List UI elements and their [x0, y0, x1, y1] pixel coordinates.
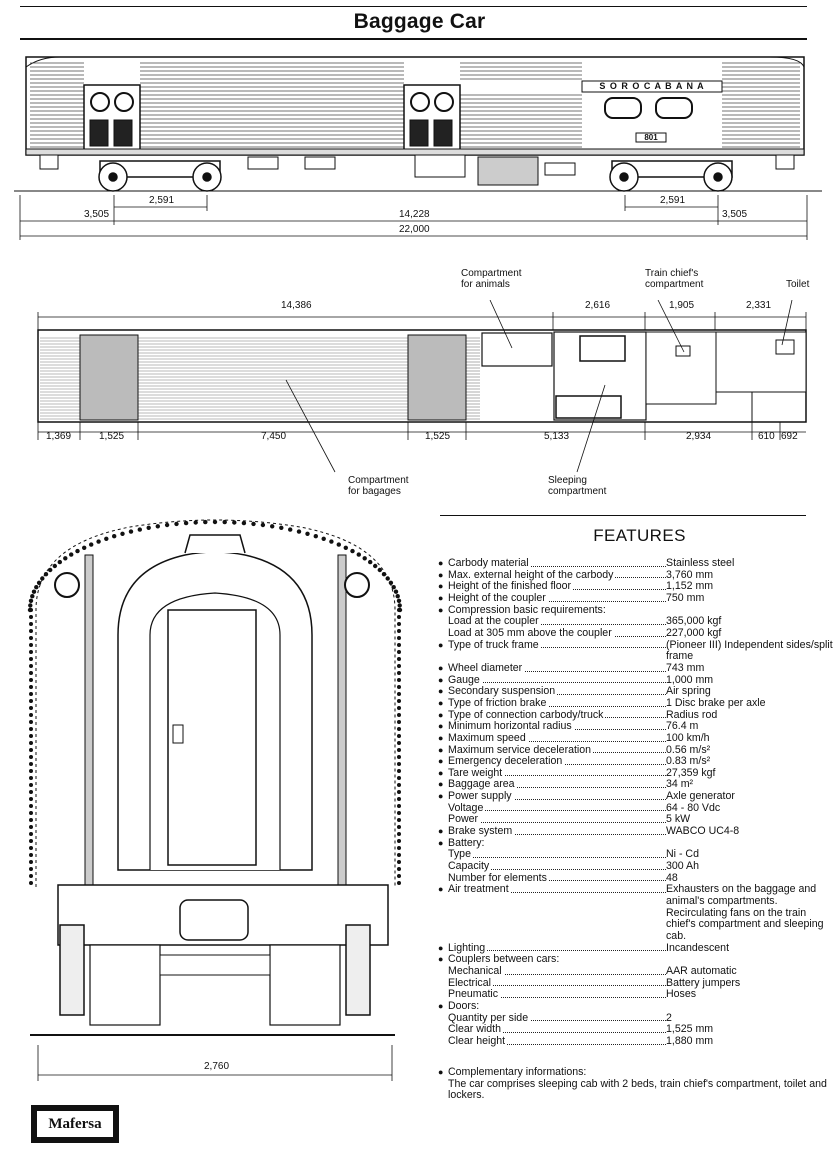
plan-dim-bottom-4: 1,525: [425, 431, 451, 442]
feature-value: 76.4 m: [666, 720, 699, 733]
plan-dim-bottom-3: 7,450: [261, 431, 287, 442]
bullet-icon: ●: [438, 581, 444, 592]
feature-heading: Doors:: [448, 999, 480, 1012]
feature-row: [438, 698, 838, 710]
feature-value: Radius rod: [666, 708, 718, 721]
bullet-icon: ●: [438, 756, 444, 767]
feature-row: [438, 733, 838, 745]
feature-row: [438, 1001, 838, 1013]
feature-row: [438, 791, 838, 803]
end-carbody: [36, 520, 395, 1025]
label-toilet: Toilet: [786, 279, 810, 290]
feature-value: Ni - Cd: [666, 848, 699, 861]
dim-truck-left: 2,591: [149, 195, 175, 206]
feature-row: [438, 826, 838, 838]
label-train-chief: Train chief's compartment: [645, 268, 704, 290]
feature-value: AAR automatic: [666, 964, 737, 977]
feature-row: [438, 989, 838, 1001]
bullet-icon: ●: [438, 686, 444, 697]
feature-row: [438, 605, 838, 617]
logo-text: Mafersa: [37, 1111, 113, 1137]
feature-row: [438, 721, 838, 733]
bullet-icon: ●: [438, 1000, 444, 1011]
plan-dim-bottom-5: 5,133: [544, 431, 570, 442]
feature-label: Minimum horizontal radius: [448, 721, 572, 733]
feature-label: Carbody material: [448, 558, 529, 569]
bullet-icon: ●: [438, 558, 444, 568]
feature-value: Battery jumpers: [666, 976, 741, 989]
feature-row: [438, 581, 838, 593]
bullet-icon: ●: [438, 662, 444, 673]
mafersa-logo: [31, 1105, 119, 1143]
feature-value: 0.83 m/s²: [666, 755, 711, 768]
feature-label: Clear height: [448, 1035, 506, 1047]
feature-value: 5 kW: [666, 813, 691, 826]
plan-dim-bottom-2: 1,525: [99, 431, 125, 442]
feature-value: 1,152 mm: [666, 580, 714, 593]
feature-row: [438, 663, 838, 675]
feature-row: [438, 593, 838, 605]
feature-row: [438, 861, 838, 873]
feature-label: Baggage area: [448, 779, 515, 791]
feature-value: 3,760 mm: [666, 568, 714, 581]
label-compartment-bagages: Compartment for bagages: [348, 475, 409, 497]
feature-row: [438, 966, 838, 978]
feature-value: 2: [666, 1011, 672, 1024]
feature-label: Load at the coupler: [448, 616, 539, 628]
dim-truck-right: 2,591: [660, 195, 686, 206]
feature-value: 64 - 80 Vdc: [666, 801, 721, 814]
feature-row: [438, 675, 838, 687]
bullet-icon: ●: [438, 697, 444, 708]
car-floor-outline: [38, 330, 806, 422]
end-dim-width: 2,760: [204, 1061, 230, 1072]
feature-label: Voltage: [448, 802, 484, 814]
dim-center: 14,228: [399, 209, 430, 220]
feature-value: 300 Ah: [666, 860, 699, 873]
feature-label: Height of the finished floor: [448, 581, 572, 593]
feature-heading: Battery:: [448, 836, 485, 849]
plan-dim-bottom-8: 692: [781, 431, 798, 442]
feature-row: [438, 616, 838, 628]
feature-row: [438, 849, 838, 861]
feature-label: Type of truck frame: [448, 639, 539, 651]
bullet-icon: ●: [438, 767, 444, 778]
feature-label: Maximum speed: [448, 732, 526, 744]
feature-label: Quantity per side: [448, 1012, 529, 1024]
feature-label: Load at 305 mm above the coupler: [448, 627, 612, 639]
car-number: 801: [644, 133, 658, 142]
feature-value: 100 km/h: [666, 731, 710, 744]
feature-row: [438, 838, 838, 850]
plan-dim-top-3: 1,905: [669, 300, 695, 311]
plan-dim-top-1: 14,386: [281, 300, 312, 311]
feature-label: Gauge: [448, 674, 480, 686]
bullet-icon: ●: [438, 709, 444, 720]
feature-value: Axle generator: [666, 790, 735, 803]
dim-overhang-right: 3,505: [722, 209, 748, 220]
bullet-icon: ●: [438, 826, 444, 837]
feature-row: [438, 1013, 838, 1025]
feature-row: [438, 558, 838, 570]
feature-value: 1,880 mm: [666, 1034, 714, 1047]
feature-label: Lighting: [448, 942, 486, 954]
bullet-icon: ●: [438, 884, 444, 895]
bullet-icon: ●: [438, 779, 444, 790]
end-elevation-drawing: [0, 515, 430, 1090]
feature-value: 0.56 m/s²: [666, 743, 711, 756]
feature-value: 743 mm: [666, 661, 705, 674]
feature-row: [438, 884, 838, 942]
feature-value: Stainless steel: [666, 557, 735, 569]
feature-label: Clear width: [448, 1024, 501, 1036]
label-sleeping: Sleeping compartment: [548, 475, 607, 497]
feature-value: 48: [666, 871, 678, 884]
feature-value: 227,000 kgf: [666, 626, 722, 639]
dim-total-length: 22,000: [399, 224, 430, 235]
feature-row: [438, 1024, 838, 1036]
feature-row: [438, 943, 838, 955]
plan-top-dimension-lines: [38, 312, 806, 330]
floor-plan-drawing: [0, 300, 839, 500]
bullet-icon: ●: [438, 837, 444, 848]
feature-label: Capacity: [448, 861, 490, 873]
feature-row: [438, 745, 838, 757]
bullet-icon: ●: [438, 592, 444, 603]
feature-row: [438, 779, 838, 791]
feature-row: [438, 756, 838, 768]
feature-row: [438, 640, 838, 663]
feature-label: Height of the coupler: [448, 592, 546, 604]
feature-label: Mechanical: [448, 965, 502, 977]
bullet-icon: ●: [438, 732, 444, 743]
feature-value: Incandescent: [666, 941, 730, 954]
bullet-icon: ●: [438, 942, 444, 953]
feature-row: [438, 686, 838, 698]
plan-dim-top-2: 2,616: [585, 300, 611, 311]
feature-label: Pneumatic: [448, 989, 499, 1001]
feature-heading: Couplers between cars:: [448, 953, 560, 966]
plan-dim-top-4: 2,331: [746, 300, 772, 311]
feature-row: [438, 570, 838, 582]
dim-overhang-left: 3,505: [84, 209, 110, 220]
feature-label: Number for elements: [448, 872, 547, 884]
feature-value: WABCO UC4-8: [666, 825, 740, 838]
feature-value: 1,000 mm: [666, 673, 714, 686]
feature-label: Power: [448, 814, 479, 826]
feature-label: Emergency deceleration: [448, 756, 563, 768]
truck-right: [610, 161, 732, 191]
page-title: Baggage Car: [353, 10, 486, 33]
bullet-icon: ●: [438, 674, 444, 685]
feature-value: (Pioneer III) Independent sides/split frame: [666, 638, 833, 663]
feature-label: Power supply: [448, 791, 512, 803]
features-title: FEATURES: [593, 526, 686, 545]
feature-row: [438, 768, 838, 780]
feature-row: [438, 814, 838, 826]
feature-value: 1 Disc brake per axle: [666, 696, 766, 709]
feature-label: Air treatment: [448, 884, 509, 896]
bullet-icon: ●: [438, 639, 444, 650]
features-list: [438, 558, 838, 1048]
bullet-icon: ●: [438, 744, 444, 755]
plan-dim-bottom-7: 610: [758, 431, 775, 442]
label-compartment-animals: Compartment for animals: [461, 268, 522, 290]
complementary-text: The car comprises sleeping cab with 2 beds, train chief's compartment, toilet and lockers.: [448, 1077, 827, 1102]
feature-row: [438, 710, 838, 722]
complementary-heading: Complementary informations:: [448, 1066, 587, 1078]
feature-label: Maximum service deceleration: [448, 744, 592, 756]
car-name-plate: S O R O C A B A N A: [599, 81, 705, 91]
feature-value: Air spring: [666, 685, 711, 698]
bullet-icon: ●: [438, 791, 444, 802]
feature-value: 27,359 kgf: [666, 766, 716, 779]
feature-heading: Compression basic requirements:: [448, 603, 606, 616]
feature-row: [438, 628, 838, 640]
truck-left: [99, 161, 221, 191]
bullet-icon: ●: [438, 721, 444, 732]
features-rule: [440, 515, 806, 516]
feature-label: Max. external height of the carbody: [448, 569, 614, 581]
bullet-icon: ●: [438, 954, 444, 965]
title-rule: [20, 38, 807, 40]
bullet-icon: ●: [438, 569, 444, 580]
feature-label: Type of friction brake: [448, 697, 547, 709]
feature-row: [438, 954, 838, 966]
plan-dim-bottom-6: 2,934: [686, 431, 712, 442]
feature-label: Brake system: [448, 826, 513, 838]
feature-label: Type: [448, 849, 471, 861]
feature-label: Secondary suspension: [448, 686, 556, 698]
feature-label: Tare weight: [448, 767, 503, 779]
bullet-icon: ●: [438, 604, 444, 615]
feature-row: [438, 803, 838, 815]
carbody-side: [26, 57, 804, 155]
top-rule: [20, 6, 807, 7]
complementary-info: ● Complementary informations: The car comprises sleeping cab with 2 beds, train chief's compartment, toilet and lockers.: [448, 1067, 833, 1102]
plan-dim-bottom-1: 1,369: [46, 431, 72, 442]
feature-value: Hoses: [666, 988, 697, 1001]
feature-value: 34 m²: [666, 778, 694, 791]
feature-value: Exhausters on the baggage and animal's compartments. Recirculating fans on the train chief's compartment and sleeping cab.: [666, 883, 824, 942]
feature-label: Electrical: [448, 977, 491, 989]
feature-value: 365,000 kgf: [666, 615, 722, 628]
feature-value: 1,525 mm: [666, 1023, 714, 1036]
feature-label: Type of connection carbody/truck: [448, 709, 604, 721]
feature-row: [438, 978, 838, 990]
feature-row: [438, 1036, 838, 1048]
feature-value: 750 mm: [666, 591, 705, 604]
feature-label: Wheel diameter: [448, 662, 523, 674]
